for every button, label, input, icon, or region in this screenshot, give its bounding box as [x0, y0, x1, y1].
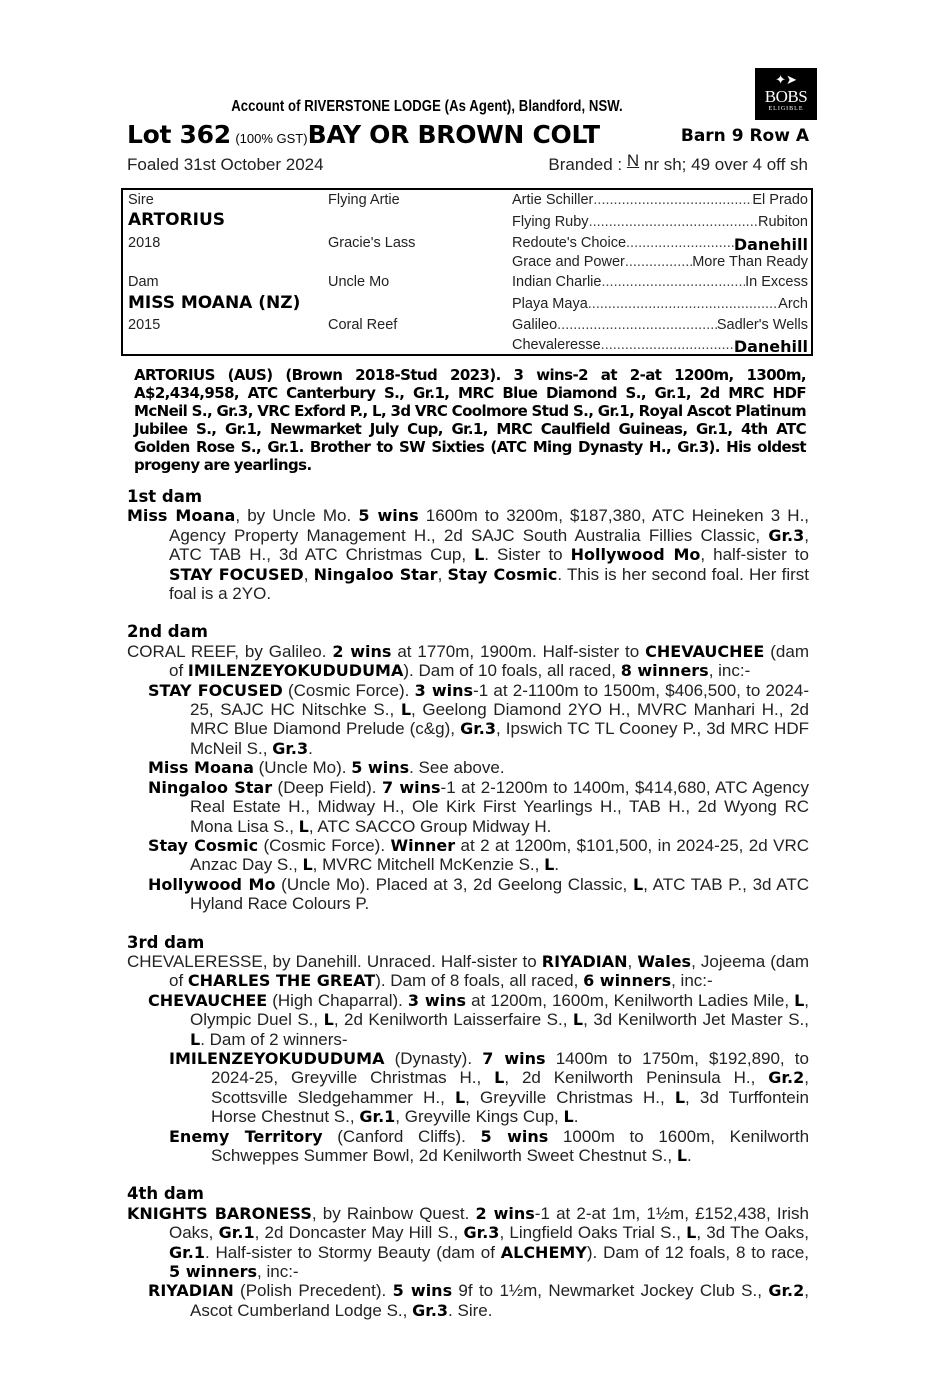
third-dam-heading: 3rd dam — [127, 932, 205, 952]
text: (Uncle Mo). Placed at 3, 2d Geelong Classic, — [275, 874, 633, 894]
text: (Deep Field). — [272, 777, 382, 797]
grade: Gr.2 — [768, 1281, 805, 1301]
horse-name: STAY FOCUSED — [148, 680, 283, 700]
brand-detail: nr sh; 49 over 4 off sh — [639, 155, 808, 174]
leader-dots — [601, 337, 734, 356]
text: , Jojeema (dam of — [169, 951, 809, 991]
horse-name: Wales — [637, 951, 692, 971]
horse-name: Stay Cosmic — [148, 835, 259, 855]
text: , 2d Kenilworth Laisserfaire S., — [333, 1010, 573, 1030]
sire-summary: ARTORIUS (AUS) (Brown 2018-Stud 2023). 3 wins-2 at 2-at 1200m, 1300m, A$2,434,958, ATC Canterbury S., Gr.1, MRC Blue Diamond S., Gr.1, 2d MRC HDF McNeil S., Gr.3, VRC Exford P., L, 3d VRC Coolmore Stud S., Gr.1, Royal Ascot Platinum Jubilee S., Gr.1, Newmarket July Cup, Gr.1, MRC Caulfield Guineas, Gr.1, 4th ATC Golden Rose S., Gr.1. Brother to SW Sixties (ATC Ming Dynasty H., Gr.3). His oldest progeny are yearlings. — [134, 366, 806, 474]
dam-name: MISS MOANA (NZ) — [128, 293, 301, 313]
third-dam-section — [127, 933, 809, 1166]
leader-dots — [626, 235, 734, 254]
grade: L — [302, 855, 313, 875]
text: at 2 at 1200m, $101,500, in 2024-25, 2d VRC Anzac Day S., — [190, 835, 810, 875]
text: . See above. — [409, 758, 505, 778]
leader-dots — [557, 317, 717, 333]
leader-dots — [593, 192, 752, 208]
second-dam-paragraph — [127, 642, 809, 681]
grade: L — [794, 990, 805, 1010]
lot-number: Lot 362 — [127, 120, 231, 149]
text: , 3d Kenilworth Jet Master S., — [583, 1010, 809, 1030]
winners: 6 winners — [583, 971, 672, 991]
winners: 5 winners — [169, 1262, 258, 1282]
fourth-dam-section — [127, 1184, 809, 1320]
horse-name: KNIGHTS BARONESS — [127, 1203, 312, 1223]
progeny-chevauchee — [148, 991, 809, 1049]
grade: L — [454, 1087, 466, 1107]
dam-label: Dam — [128, 274, 159, 290]
text: at 1200m, 1600m, Kenilworth Ladies Mile, — [466, 990, 795, 1010]
grandparent: Gracie's Lass — [328, 235, 416, 251]
text: (High Chaparral). — [267, 990, 408, 1010]
text: (Cosmic Force). — [258, 835, 391, 855]
progeny-stay-cosmic — [148, 836, 809, 875]
ggp-left: Chevaleresse — [512, 337, 601, 353]
text: , Greyville Kings Cup, — [395, 1107, 564, 1127]
text: , MVRC Mitchell McKenzie S., — [312, 855, 545, 875]
third-dam-paragraph — [127, 952, 809, 991]
text: -1 at 2-1100m to 1500m, $406,500, to 2024-25, SAJC HC Nitschke S., — [190, 680, 810, 720]
text: . — [554, 855, 560, 875]
pedigree-row — [512, 254, 808, 270]
wins: 5 wins — [358, 506, 419, 526]
text: , — [437, 564, 448, 584]
progeny-miss-moana — [148, 758, 809, 777]
wins: 3 wins — [414, 680, 474, 700]
text: , Lingfield Oaks Trial S., — [499, 1223, 687, 1243]
horse-name: CHEVAUCHEE — [645, 641, 765, 661]
text: 1600m to 3200m, $187,380, ATC Heineken 3 H., Agency Property Management H., 2d SAJC South Australia Fillies Classic, — [169, 506, 810, 545]
grade: Gr.1 — [169, 1242, 205, 1262]
text: 1400m to 1750m, $192,890, to 2024-25, Greyville Christmas H., — [211, 1048, 809, 1088]
text: (Uncle Mo). — [253, 758, 352, 778]
text: -1 at 2-1200m to 1400m, $414,680, ATC Agency Real Estate H., Midway H., Ole Kirk First Yearlings H., TAB H., 2d Wyong RC Mona Lisa S., — [190, 777, 810, 836]
horse-name: Stay Cosmic — [447, 564, 558, 584]
text: 9f to 1½m, Newmarket Jockey Club S., — [452, 1281, 769, 1301]
wins: 7 wins — [381, 777, 441, 797]
pedigree-row — [512, 274, 808, 290]
text: , Ipswich TC TL Cooney P., 3d MRC HDF McNeil S., — [190, 719, 809, 758]
pedigree-row — [512, 317, 808, 333]
grade: L — [323, 1010, 334, 1030]
ggp-left: Flying Ruby — [512, 214, 589, 230]
ggp-right: El Prado — [752, 192, 808, 208]
pedigree-row — [512, 337, 808, 356]
wins: 3 wins — [407, 990, 467, 1010]
ggp-left: Redoute's Choice — [512, 235, 627, 251]
horse-head-icon: ✦➤ — [775, 72, 797, 87]
fourth-dam-heading: 4th dam — [127, 1184, 204, 1204]
grade: Gr.3 — [768, 525, 805, 545]
horse-name: RIYADIAN — [148, 1281, 234, 1301]
leader-dots — [589, 214, 758, 230]
text: , Scottsville Sledgehammer H., — [211, 1068, 809, 1107]
branded-label: Branded : — [548, 155, 627, 174]
text: , half-sister to — [700, 545, 809, 565]
foaled-date: Foaled 31st October 2024 — [127, 155, 324, 174]
ggp-left: Playa Maya — [512, 296, 588, 312]
wins: 2 wins — [475, 1203, 535, 1223]
text: , by Uncle Mo. — [235, 506, 359, 526]
pedigree-table — [121, 188, 813, 356]
wins: 5 wins — [392, 1281, 453, 1301]
dam-year: 2015 — [128, 317, 161, 333]
progeny-riyadian — [148, 1281, 809, 1320]
text: , 3d Turffontein Horse Chestnut S., — [211, 1087, 809, 1127]
horse-name: STAY FOCUSED — [169, 564, 304, 584]
grade: L — [400, 700, 412, 720]
grade: Gr.2 — [768, 1068, 805, 1088]
sire-name: ARTORIUS — [128, 210, 225, 230]
text: , 2d Doncaster May Hill S., — [254, 1223, 464, 1243]
first-dam-heading: 1st dam — [127, 487, 203, 506]
gst-note: (100% GST) — [235, 131, 308, 146]
text: , inc:- — [671, 971, 713, 991]
wins: 7 wins — [482, 1048, 546, 1068]
ggp-right: Sadler's Wells — [716, 317, 808, 333]
text: . Half-sister to Stormy Beauty (dam of — [204, 1242, 501, 1262]
text: , inc:- — [257, 1262, 299, 1282]
leader-dots — [588, 296, 778, 312]
text: , by Rainbow Quest. — [311, 1203, 476, 1223]
wins: 5 wins — [480, 1126, 549, 1146]
text: , ATC SACCO Group Midway H. — [308, 816, 552, 836]
horse-name: IMILENZEYOKUDUDUMA — [187, 661, 404, 681]
fourth-dam-paragraph — [127, 1204, 809, 1282]
text: . — [308, 738, 313, 758]
text: ). Dam of 8 foals, all raced, — [375, 971, 584, 991]
text: (Canford Cliffs). — [322, 1126, 481, 1146]
winners: 8 winners — [620, 661, 709, 681]
second-dam-section — [127, 622, 809, 913]
grandparent: Flying Artie — [328, 192, 400, 208]
ggp-right: In Excess — [745, 274, 808, 290]
text: 1000m to 1600m, Kenilworth Schweppes Summer Bowl, 2d Kenilworth Sweet Chestnut S., — [211, 1126, 810, 1165]
grade: L — [632, 874, 644, 894]
bobs-eligible-logo — [755, 68, 817, 120]
sire-label: Sire — [128, 192, 154, 208]
leader-dots — [601, 274, 745, 290]
ggp-left: Artie Schiller — [512, 192, 594, 208]
horse-name: RIYADIAN — [541, 951, 628, 971]
first-dam-paragraph — [127, 506, 809, 603]
grade: Gr.3 — [463, 1223, 500, 1243]
grade: L — [674, 1087, 686, 1107]
text: , — [627, 951, 638, 971]
text: , Olympic Duel S., — [190, 990, 809, 1030]
pedigree-row — [512, 296, 808, 312]
text: , Greyville Christmas H., — [465, 1087, 675, 1107]
bobs-logo-title: BOBS — [764, 87, 808, 106]
grade: L — [544, 855, 555, 875]
horse-name: Ningaloo Star — [313, 564, 438, 584]
text: , — [303, 564, 314, 584]
text: , ATC TAB P., 3d ATC Hyland Race Colours P. — [190, 874, 809, 914]
grade: L — [563, 1107, 574, 1127]
ggp-right: Danehill — [733, 235, 808, 254]
horse-name: Ningaloo Star — [148, 777, 273, 797]
text: at 1770m, 1900m. Half-sister to — [391, 641, 646, 661]
text: ). Dam of 12 foals, 8 to race, — [586, 1242, 809, 1262]
grade: Gr.3 — [272, 738, 309, 758]
barn-location: Barn 9 Row A — [680, 126, 809, 146]
text: (Polish Precedent). — [233, 1281, 393, 1301]
horse-name: Hollywood Mo — [148, 874, 276, 894]
text: CORAL REEF, by Galileo. — [127, 641, 333, 661]
bobs-logo-subtitle: ELIGIBLE — [768, 106, 804, 112]
text: , 3d The Oaks, — [696, 1223, 810, 1243]
brand-mark: N — [626, 151, 640, 170]
progeny-hollywood-mo — [148, 875, 809, 914]
horse-name: Enemy Territory — [169, 1126, 323, 1146]
text: . — [687, 1146, 692, 1165]
grade: L — [190, 1029, 201, 1049]
ggp-right: More Than Ready — [692, 254, 808, 270]
horse-name: ALCHEMY — [500, 1242, 587, 1262]
grade: Gr.1 — [359, 1107, 396, 1127]
text: . Sister to — [484, 545, 571, 565]
grade: L — [494, 1068, 505, 1088]
wins: 5 wins — [351, 758, 410, 778]
progeny-enemy-territory — [169, 1127, 809, 1166]
horse-name: Miss Moana — [127, 506, 236, 526]
grade: Gr.3 — [412, 1300, 449, 1320]
text: , inc:- — [708, 661, 751, 681]
text: , 2d Kenilworth Peninsula H., — [504, 1068, 769, 1088]
sire-year: 2018 — [128, 235, 161, 251]
pedigree-row — [512, 192, 808, 208]
grade: L — [298, 816, 309, 836]
horse-name: CHARLES THE GREAT — [187, 971, 376, 991]
horse-name: Hollywood Mo — [570, 545, 701, 565]
first-dam-section — [127, 487, 809, 603]
grade: L — [676, 1146, 688, 1165]
vendor-account: Account of RIVERSTONE LODGE (As Agent), Blandford, NSW. — [231, 98, 623, 115]
text: (Dynasty). — [384, 1048, 483, 1068]
horse-name: Miss Moana — [148, 758, 254, 778]
ggp-left: Grace and Power — [512, 254, 625, 270]
ggp-right: Rubiton — [758, 214, 808, 230]
text: , ATC TAB H., 3d ATC Christmas Cup, — [169, 525, 809, 565]
ggp-left: Indian Charlie — [512, 274, 602, 290]
grade: L — [474, 545, 485, 565]
lot-header — [127, 120, 809, 150]
grandparent: Coral Reef — [328, 317, 398, 333]
dam-pedigree-notes — [127, 487, 809, 1339]
grade: L — [572, 1010, 584, 1030]
ggp-left: Galileo — [512, 317, 558, 333]
progeny-imilenzeyokududuma — [169, 1049, 809, 1127]
second-dam-heading: 2nd dam — [127, 622, 208, 642]
horse-name: IMILENZEYOKUDUDUMA — [169, 1048, 385, 1068]
text: . Dam of 2 winners- — [200, 1029, 348, 1049]
grade: L — [686, 1223, 697, 1243]
grandparent: Uncle Mo — [328, 274, 390, 290]
text: ). Dam of 10 foals, all raced, — [403, 661, 621, 681]
branded-info — [548, 151, 808, 175]
wins: Winner — [390, 835, 456, 855]
text: , Geelong Diamond 2YO H., MVRC Manhari H., 2d MRC Blue Diamond Prelude (c&g), — [190, 700, 809, 739]
text: CHEVALERESSE, by Danehill. Unraced. Half-sister to — [127, 951, 542, 971]
text: . This is her second foal. Her first foal is a 2YO. — [169, 564, 810, 604]
ggp-right: Danehill — [733, 337, 808, 356]
progeny-stay-focused — [148, 681, 809, 759]
text: (Cosmic Force). — [282, 680, 415, 700]
text: , Ascot Cumberland Lodge S., — [190, 1281, 809, 1320]
pedigree-row — [512, 214, 808, 230]
leader-dots — [625, 254, 692, 270]
wins: 2 wins — [332, 641, 392, 661]
ggp-right: Arch — [778, 296, 808, 312]
progeny-ningaloo-star — [148, 778, 809, 836]
text: . Sire. — [448, 1300, 493, 1320]
pedigree-row — [512, 235, 808, 254]
text: (dam of — [169, 641, 809, 681]
horse-description: BAY OR BROWN COLT — [307, 120, 600, 149]
horse-name: CHEVAUCHEE — [148, 990, 268, 1010]
grade: Gr.3 — [460, 719, 497, 739]
text: -1 at 2-at 1m, 1½m, £152,438, Irish Oaks, — [169, 1203, 809, 1243]
grade: Gr.1 — [218, 1223, 255, 1243]
text: . — [573, 1107, 579, 1127]
